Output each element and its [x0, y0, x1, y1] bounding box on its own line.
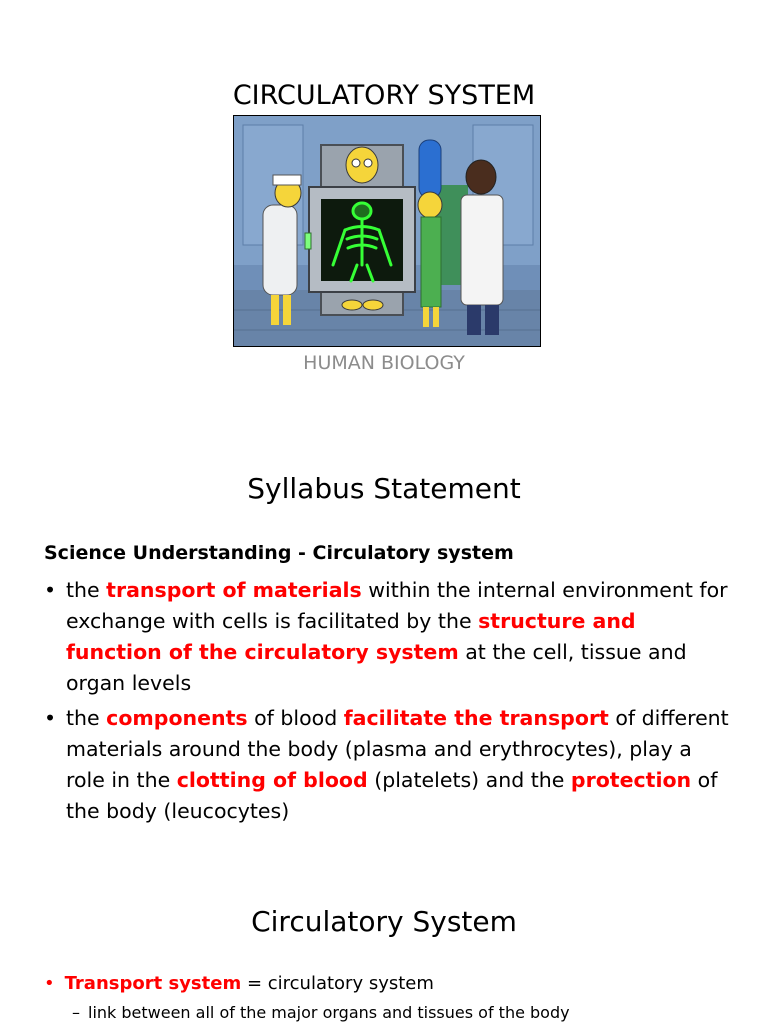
highlighted-text: transport of materials [106, 578, 362, 602]
highlighted-text: facilitate the transport [343, 706, 609, 730]
bullet-item [44, 703, 734, 827]
syllabus-bullet-list [44, 575, 734, 827]
bullet-item [44, 972, 434, 996]
slide-title: Syllabus Statement [247, 472, 521, 505]
bullet-text: the [66, 578, 107, 602]
highlighted-text: structure and function of the circulatory system [66, 609, 636, 664]
bullet-text: of blood [247, 706, 344, 730]
cartoon-xray-image [233, 115, 541, 347]
bullet-dot-icon: • [44, 706, 57, 730]
sub-bullet-text: link between all of the major organs and tissues of the body [88, 1003, 570, 1022]
highlighted-text: protection [570, 768, 692, 792]
bullet-text: (platelets) and the [367, 768, 571, 792]
slide-title: Circulatory System [251, 905, 517, 938]
highlighted-text: clotting of blood [176, 768, 368, 792]
bullet-text: the [66, 706, 107, 730]
bullet-dot-icon: • [44, 578, 57, 602]
bullet-text: at the cell, tissue and organ levels [66, 640, 687, 695]
section-heading: Science Understanding - Circulatory system [44, 542, 514, 564]
bullet-text: within the internal environment for exchange with cells is facilitated by the [66, 578, 728, 633]
presentation-subtitle: HUMAN BIOLOGY [303, 352, 465, 374]
bullet-dot-icon: • [44, 973, 55, 994]
presentation-title: CIRCULATORY SYSTEM [232, 80, 536, 111]
bullet-text: of different materials around the body (plasma and erythrocytes), play a role in the [66, 706, 729, 792]
bullet-text: of the body (leucocytes) [66, 768, 718, 823]
bullet-item [44, 575, 734, 699]
sub-bullet-item [72, 1002, 570, 1024]
dash-icon: – [72, 1003, 80, 1022]
highlighted-text: components [106, 706, 248, 730]
highlighted-text: Transport system [64, 973, 242, 994]
bullet-text: = circulatory system [241, 973, 434, 994]
